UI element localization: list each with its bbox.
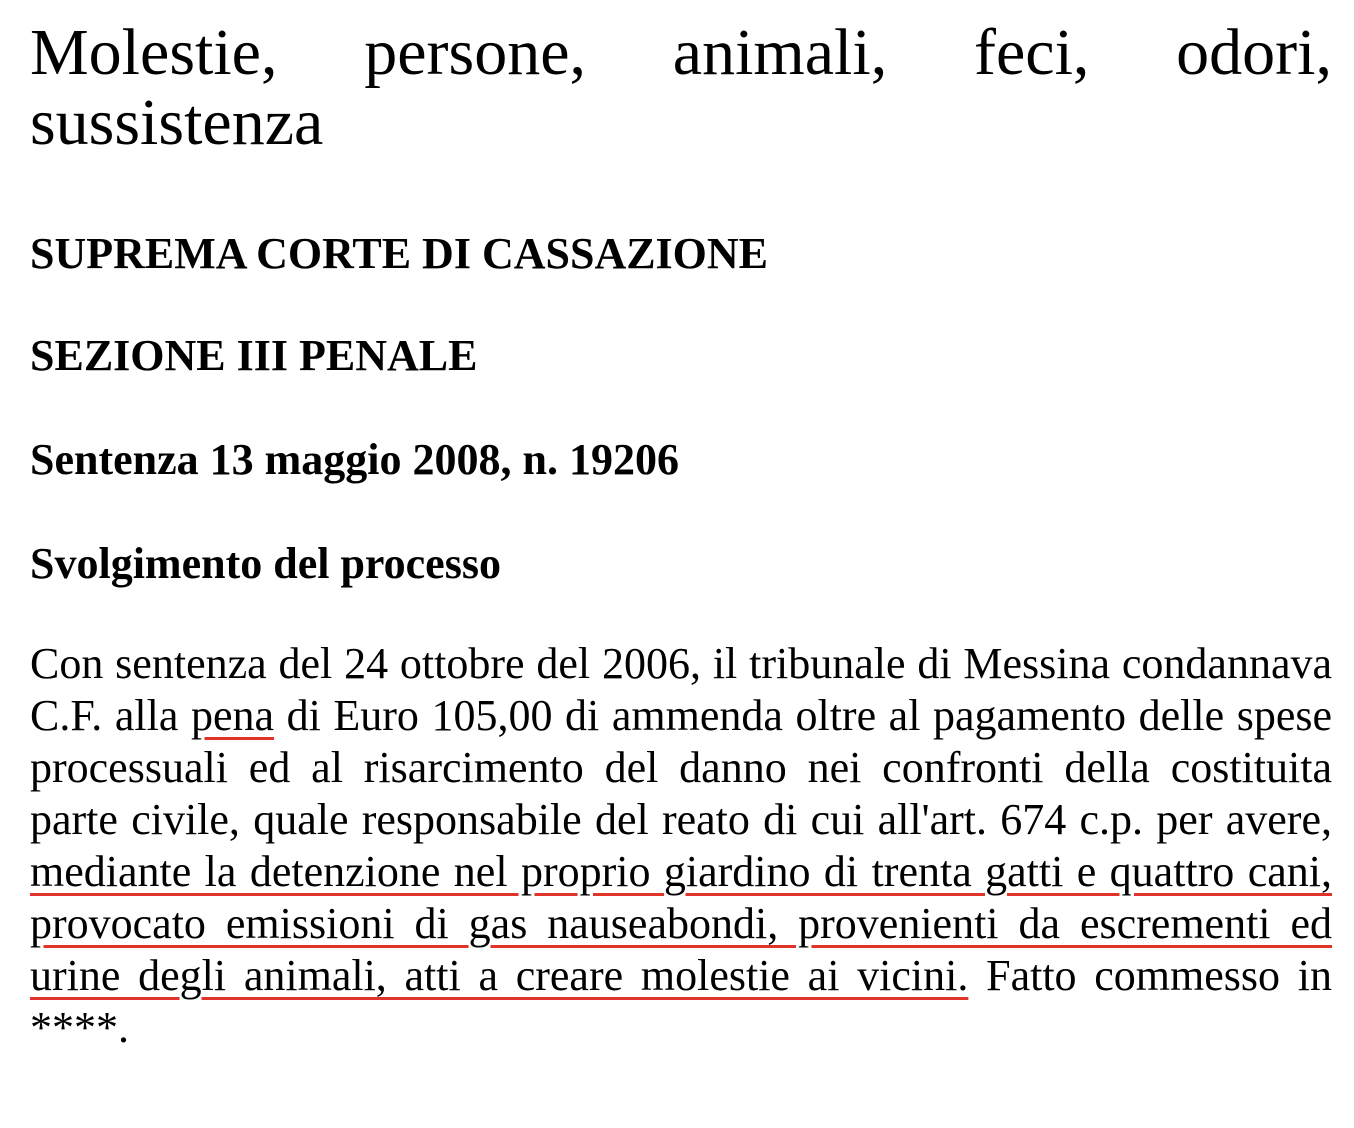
paragraph-text: di Euro 105,00 di ammenda oltre al pagamento delle spese processuali ed al risarcimento del danno nei confronti della costituita parte civile, quale responsabile del reato di cui all'art. 674 c.p. per avere, xyxy=(30,691,1332,844)
process-subheading: Svolgimento del processo xyxy=(30,539,501,588)
section-heading: SEZIONE III PENALE xyxy=(30,331,478,380)
highlighted-text: mediante la detenzione nel proprio giardino di trenta gatti e quattro cani, provocato emissioni di gas nauseabondi, provenienti da escrementi ed urine degli animali, atti a creare molestie ai vicini. xyxy=(30,847,1332,1000)
paragraph-text: Fatto commesso in ****. xyxy=(30,951,1332,1052)
body-paragraph xyxy=(30,638,1332,1054)
court-heading: SUPREMA CORTE DI CASSAZIONE xyxy=(30,229,769,278)
highlighted-text: pena xyxy=(190,691,275,740)
document-title: Molestie, persone, animali, feci, odori, sussistenza xyxy=(30,16,1332,159)
paragraph-text: Con sentenza del 24 ottobre del 2006, il tribunale di Messina condannava C.F. alla xyxy=(30,639,1332,740)
document-page xyxy=(30,0,1332,1054)
sentence-heading: Sentenza 13 maggio 2008, n. 19206 xyxy=(30,435,679,484)
